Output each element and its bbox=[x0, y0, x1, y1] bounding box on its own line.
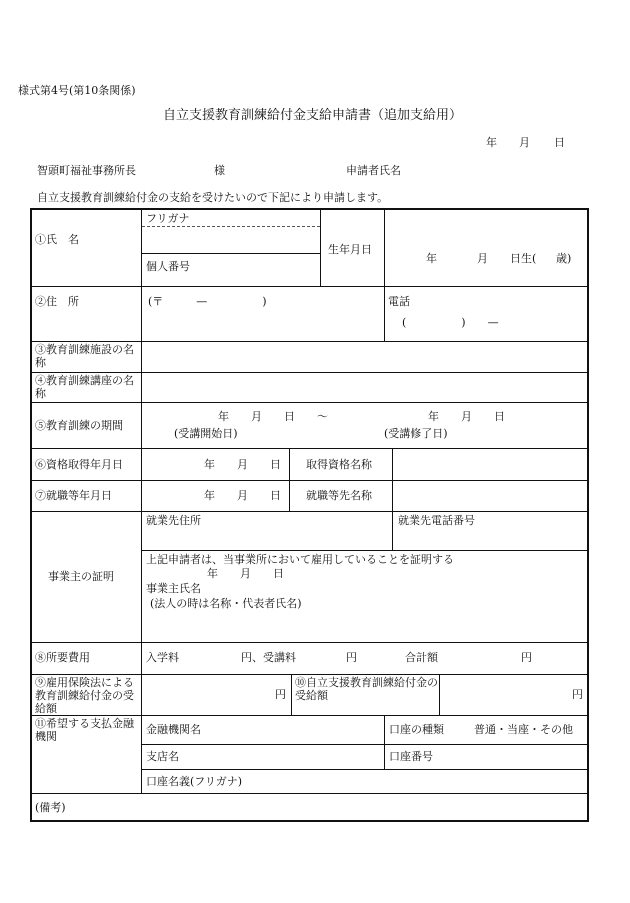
employer-owner-note: (法人の時は名称・代表者氏名) bbox=[150, 597, 302, 610]
employment-date-label: ⑦就職等年月日 bbox=[35, 489, 112, 502]
employer-phone-label: 就業先電話番号 bbox=[398, 514, 475, 527]
branch-name-label: 支店名 bbox=[146, 750, 179, 763]
honorific: 様 bbox=[214, 164, 225, 177]
phone-label: 電話 bbox=[388, 295, 410, 308]
addressee: 智頭町福祉事務所長 bbox=[37, 164, 136, 177]
bank-label: ⑪希望する支払金融機関 bbox=[35, 717, 134, 743]
postal-code-field: (〒 — ) bbox=[148, 295, 267, 308]
remarks-label: (備考) bbox=[35, 801, 66, 814]
intro-text: 自立支援教育訓練給付金の支給を受けたいので下記により申請します。 bbox=[37, 191, 389, 204]
employer-cert-text: 上記申請者は、当事業所において雇用していることを証明する bbox=[146, 553, 454, 566]
birth-month-label: 月 bbox=[477, 252, 488, 265]
qualification-date: 年 月 日 bbox=[204, 458, 281, 471]
my-number-label: 個人番号 bbox=[146, 260, 190, 273]
independence-benefit-label: ⑩自立支援教育訓練給付金の受給額 bbox=[295, 676, 438, 702]
birth-day-label: 日生( bbox=[510, 252, 537, 265]
form-number: 様式第4号(第10条関係) bbox=[18, 84, 136, 97]
account-number-label: 口座番号 bbox=[389, 750, 433, 763]
birthdate-label: 生年月日 bbox=[328, 243, 372, 256]
employment-name-label: 就職等先名称 bbox=[306, 489, 372, 502]
applicant-name-label: 申請者氏名 bbox=[346, 164, 401, 177]
employer-cert-date: 年 月 日 bbox=[207, 567, 284, 580]
costs-label: ⑧所要費用 bbox=[35, 651, 90, 664]
total-yen-label: 円 bbox=[521, 651, 532, 664]
birth-year-label: 年 bbox=[426, 252, 437, 265]
employer-address-label: 就業先住所 bbox=[146, 514, 201, 527]
date-day-label: 日 bbox=[554, 136, 565, 149]
account-holder-label: 口座名義(フリガナ) bbox=[146, 775, 243, 788]
furigana-label: フリガナ bbox=[146, 212, 190, 225]
phone-format: ( ) — bbox=[402, 316, 499, 329]
employer-owner-label: 事業主氏名 bbox=[146, 582, 201, 595]
date-month-label: 月 bbox=[519, 136, 530, 149]
admission-fee-label: 入学料 bbox=[146, 651, 179, 664]
course-label: ④教育訓練講座の名称 bbox=[35, 374, 134, 400]
employment-date: 年 月 日 bbox=[204, 489, 281, 502]
insurance-yen-label: 円 bbox=[275, 688, 286, 701]
qualification-date-label: ⑥資格取得年月日 bbox=[35, 458, 123, 471]
tuition-fee-label: 円、受講料 bbox=[241, 651, 296, 664]
application-form-table bbox=[30, 208, 589, 822]
address-label: ②住 所 bbox=[35, 295, 79, 308]
period-start-note: (受講開始日) bbox=[174, 427, 238, 440]
account-type-options: 普通・当座・その他 bbox=[474, 723, 573, 736]
insurance-benefit-label: ⑨雇用保険法による教育訓練給付金の受給額 bbox=[35, 676, 134, 715]
date-year-label: 年 bbox=[486, 136, 497, 149]
birth-age-label: 歳) bbox=[556, 252, 572, 265]
period-end-date: 年 月 日 bbox=[428, 410, 505, 423]
independence-yen-label: 円 bbox=[572, 688, 583, 701]
qualification-name-label: 取得資格名称 bbox=[306, 458, 372, 471]
bank-name-label: 金融機関名 bbox=[146, 723, 201, 736]
total-amount-label: 合計額 bbox=[405, 651, 438, 664]
tuition-yen-label: 円 bbox=[346, 651, 357, 664]
account-type-label: 口座の種類 bbox=[389, 723, 444, 736]
employer-cert-label: 事業主の証明 bbox=[48, 570, 114, 583]
period-start-date: 年 月 日 ～ bbox=[218, 410, 328, 423]
period-end-note: (受講修了日) bbox=[384, 427, 448, 440]
page-title: 自立支援教育訓練給付金支給申請書（追加支給用） bbox=[163, 108, 463, 123]
facility-label: ③教育訓練施設の名称 bbox=[35, 343, 134, 369]
name-label: ①氏 名 bbox=[35, 233, 79, 246]
period-label: ⑤教育訓練の期間 bbox=[35, 419, 123, 432]
